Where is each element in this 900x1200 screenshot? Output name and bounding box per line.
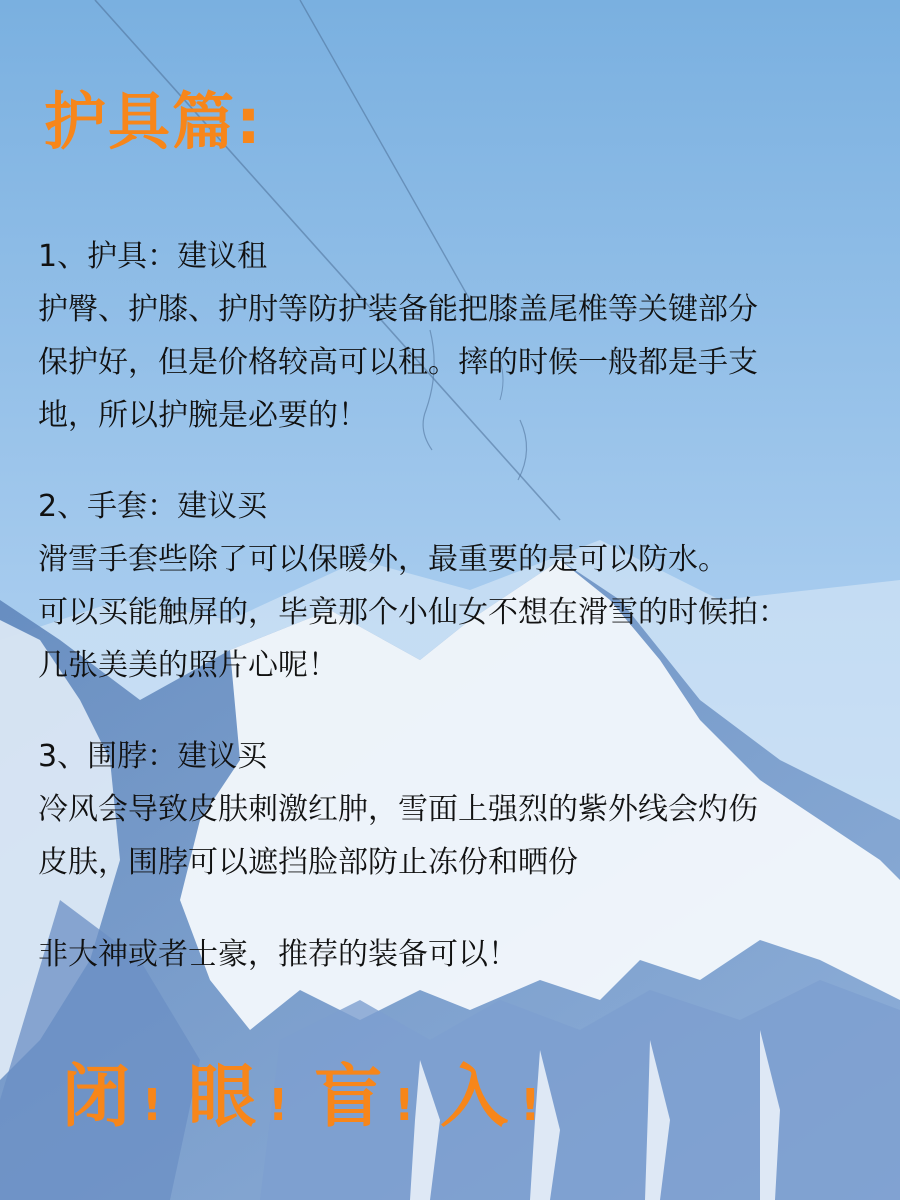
section-protective-gear <box>38 230 878 442</box>
slogan-char: 闭 <box>62 1058 131 1137</box>
section-line: 皮肤，围脖可以遮挡脸部防止冻份和晒份 <box>38 845 578 880</box>
slogan-mark: ! <box>394 1080 415 1131</box>
section-neck-gaiter <box>38 730 878 889</box>
section-gloves <box>38 480 878 692</box>
slogan-mark: ! <box>142 1080 163 1131</box>
section-title: 1、护具：建议租 <box>38 239 268 274</box>
section-line: 地，所以护腕是必要的！ <box>38 398 368 433</box>
slogan <box>62 1058 540 1138</box>
slogan-mark: ! <box>268 1080 289 1131</box>
section-line: 保护好，但是价格较高可以租。摔的时候一般都是手支 <box>38 345 758 380</box>
slogan-char: 盲 <box>314 1058 383 1137</box>
section-line: 几张美美的照片心呢！ <box>38 648 338 683</box>
section-line: 冷风会导致皮肤刺激红肿，雪面上强烈的紫外线会灼伤 <box>38 792 758 827</box>
slogan-mark: ! <box>520 1080 541 1131</box>
section-line: 护臀、护膝、护肘等防护装备能把膝盖尾椎等关键部分 <box>38 292 758 327</box>
section-line: 可以买能触屏的，毕竟那个小仙女不想在滑雪的时候拍： <box>38 595 788 630</box>
slogan-char: 入 <box>440 1058 509 1137</box>
closing-text: 非大神或者士豪，推荐的装备可以！ <box>38 937 518 972</box>
page-title: 护具篇: <box>44 85 263 158</box>
section-title: 2、手套：建议买 <box>38 489 268 524</box>
closing-note <box>38 928 878 981</box>
slogan-char: 眼 <box>188 1058 257 1137</box>
section-title: 3、围脖：建议买 <box>38 739 268 774</box>
section-line: 滑雪手套些除了可以保暖外，最重要的是可以防水。 <box>38 542 728 577</box>
